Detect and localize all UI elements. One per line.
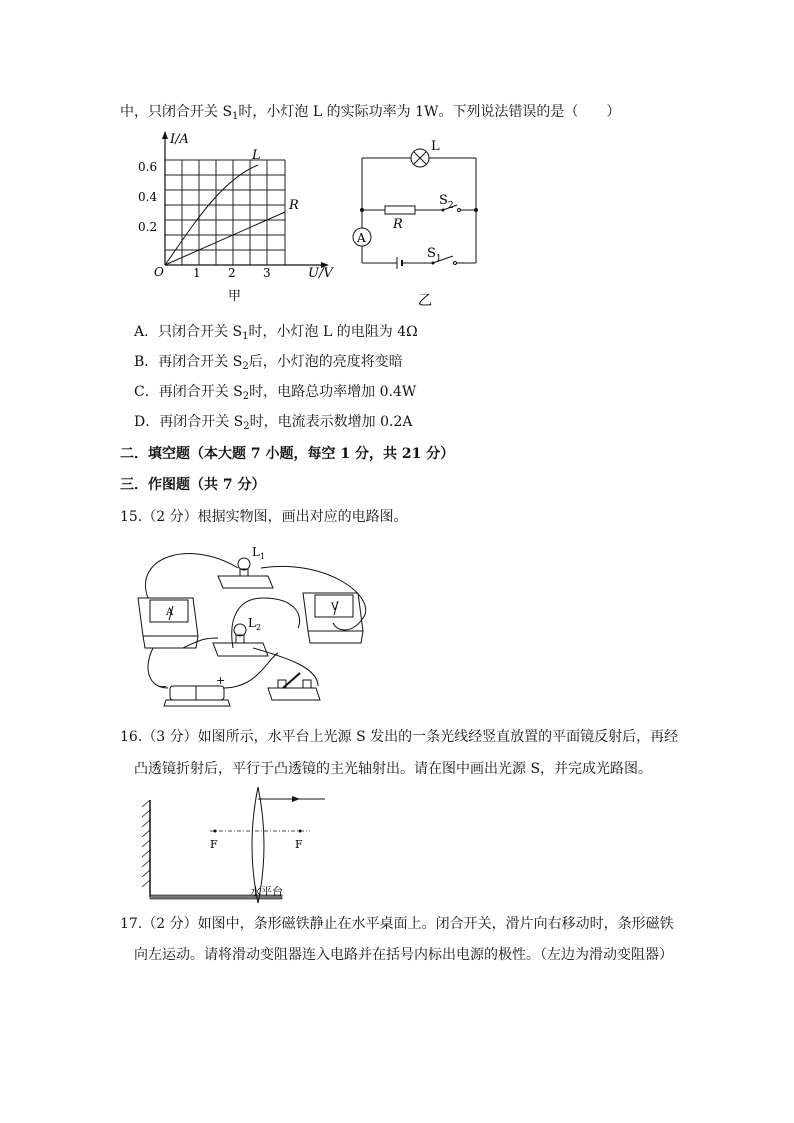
x-tick: 3 (263, 266, 271, 280)
ammeter-face-label: A (166, 607, 174, 618)
section-drawing-heading: 三．作图题（共 7 分） (120, 477, 266, 493)
switch2-label: $S_2$ (439, 193, 454, 211)
q16-optics-diagram (140, 785, 340, 900)
x-tick: 2 (228, 266, 236, 280)
q14-stem: 中，只闭合开关 $S_1$时，小灯泡 L 的实际功率为 1W。下列说法错误的是（ ） (120, 104, 621, 122)
table-label: 水平台 (250, 885, 283, 898)
voltmeter-face-label: V (331, 602, 339, 613)
curve-l-label: L (252, 148, 261, 163)
circuit-diagram (335, 135, 495, 310)
resistor-label: R (393, 217, 403, 232)
origin-label: O (154, 265, 164, 279)
q15-text: 15.（2 分）根据实物图，画出对应的电路图。 (120, 509, 408, 525)
l1-label: $L_1$ (252, 545, 266, 561)
curve-r-label: R (289, 198, 299, 213)
y-tick: 0.2 (138, 220, 158, 234)
y-tick: 0.4 (138, 190, 158, 204)
q17-line1: 17.（2 分）如图中，条形磁铁静止在水平桌面上。闭合开关，滑片向右移动时，条形磁铁 (120, 916, 674, 932)
option-b: B．再闭合开关 $S_2$后，小灯泡的亮度将变暗 (134, 354, 403, 372)
focus-right-label: F (295, 838, 303, 851)
switch1-label: $S_1$ (427, 246, 442, 264)
option-a: A．只闭合开关 $S_1$时，小灯泡 L 的电阻为 4Ω (134, 324, 418, 342)
iu-graph (130, 125, 350, 305)
x-tick: 1 (193, 266, 201, 280)
circuit-caption: 乙 (418, 293, 432, 309)
x-axis-label: U/V (308, 266, 333, 281)
q16-line1: 16.（3 分）如图所示，水平台上光源 S 发出的一条光线经竖直放置的平面镜反射后，再经 (120, 729, 679, 745)
battery-minus: − (158, 680, 168, 693)
graph-caption: 甲 (228, 289, 242, 304)
y-axis-label: I/A (170, 132, 189, 147)
y-tick: 0.6 (138, 160, 158, 174)
section-fill-blank-heading: 二．填空题（本大题 7 小题，每空 1 分，共 21 分） (120, 446, 455, 462)
battery-plus: + (216, 674, 226, 687)
focus-left-label: F (210, 838, 218, 851)
q15-physical-circuit (128, 538, 378, 710)
l2-label: $L_2$ (248, 616, 262, 632)
q17-line2: 向左运动。请将滑动变阻器连入电路并在括号内标出电源的极性。（左边为滑动变阻器） (134, 947, 673, 963)
option-d: D．再闭合开关 $S_2$时，电流表示数增加 0.2A (134, 414, 413, 432)
lamp-label: L (431, 139, 440, 154)
q16-line2: 凸透镜折射后，平行于凸透镜的主光轴射出。请在图中画出光源 S，并完成光路图。 (134, 761, 653, 777)
option-c: C．再闭合开关 $S_2$时，电路总功率增加 0.4W (134, 384, 417, 402)
ammeter-symbol: A (357, 231, 366, 245)
